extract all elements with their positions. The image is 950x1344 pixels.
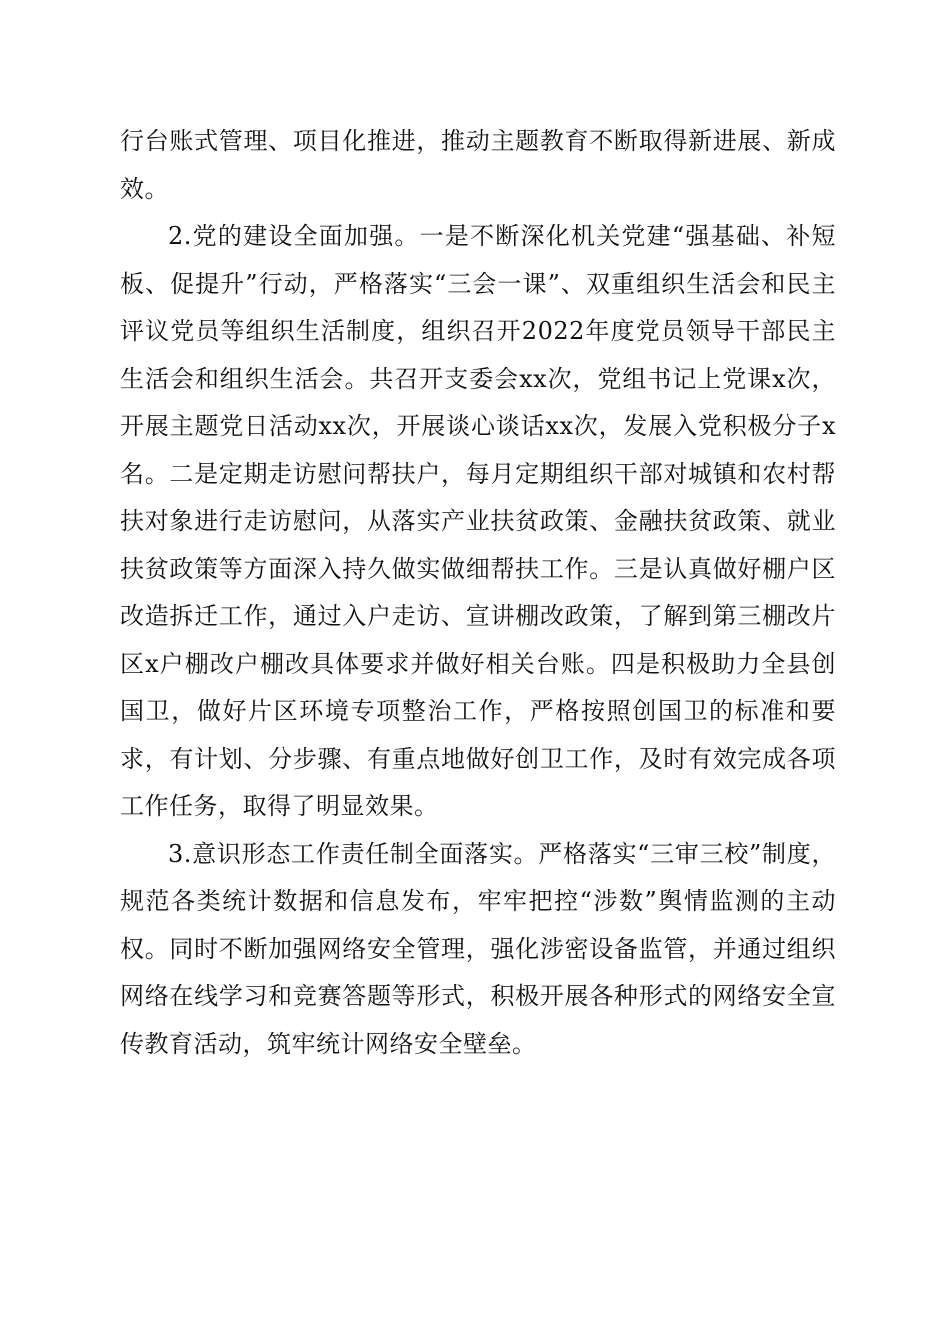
paragraph-ideology-responsibility: 3.意识形态工作责任制全面落实。严格落实“三审三校”制度，规范各类统计数据和信息发布，牢牢把控“涉数”舆情监测的主动权。同时不断加强网络安全管理，强化涉密设备监管，并通过组织网络在线学习和竞赛答题等形式，积极开展各种形式的网络安全宣传教育活动，筑牢统计网络安全壁垒。 <box>120 839 836 1058</box>
paragraph-party-building: 2.党的建设全面加强。一是不断深化机关党建“强基础、补短板、促提升”行动，严格落实“三会一课”、双重组织生活会和民主评议党员等组织生活制度，组织召开2022年度党员领导干部民主生活会和组织生活会。共召开支委会xx次，党组书记上党课x次，开展主题党日活动xx次，开展谈心谈话xx次，发展入党积极分子x名。二是定期走访慰问帮扶户，每月定期组织干部对城镇和农村帮扶对象进行走访慰问，从落实产业扶贫政策、金融扶贫政策、就业扶贫政策等方面深入持久做实做细帮扶工作。三是认真做好棚户区改造拆迁工作，通过入户走访、宣讲棚改政策，了解到第三棚改片区x户棚改户棚改具体要求并做好相关台账。四是积极助力全县创国卫，做好片区环境专项整治工作，严格按照创国卫的标准和要求，有计划、分步骤、有重点地做好创卫工作，及时有效完成各项工作任务，取得了明显效果。 <box>120 222 836 820</box>
paragraph-continuation: 行台账式管理、项目化推进，推动主题教育不断取得新进展、新成效。 <box>120 127 836 203</box>
document-page <box>120 118 836 1068</box>
